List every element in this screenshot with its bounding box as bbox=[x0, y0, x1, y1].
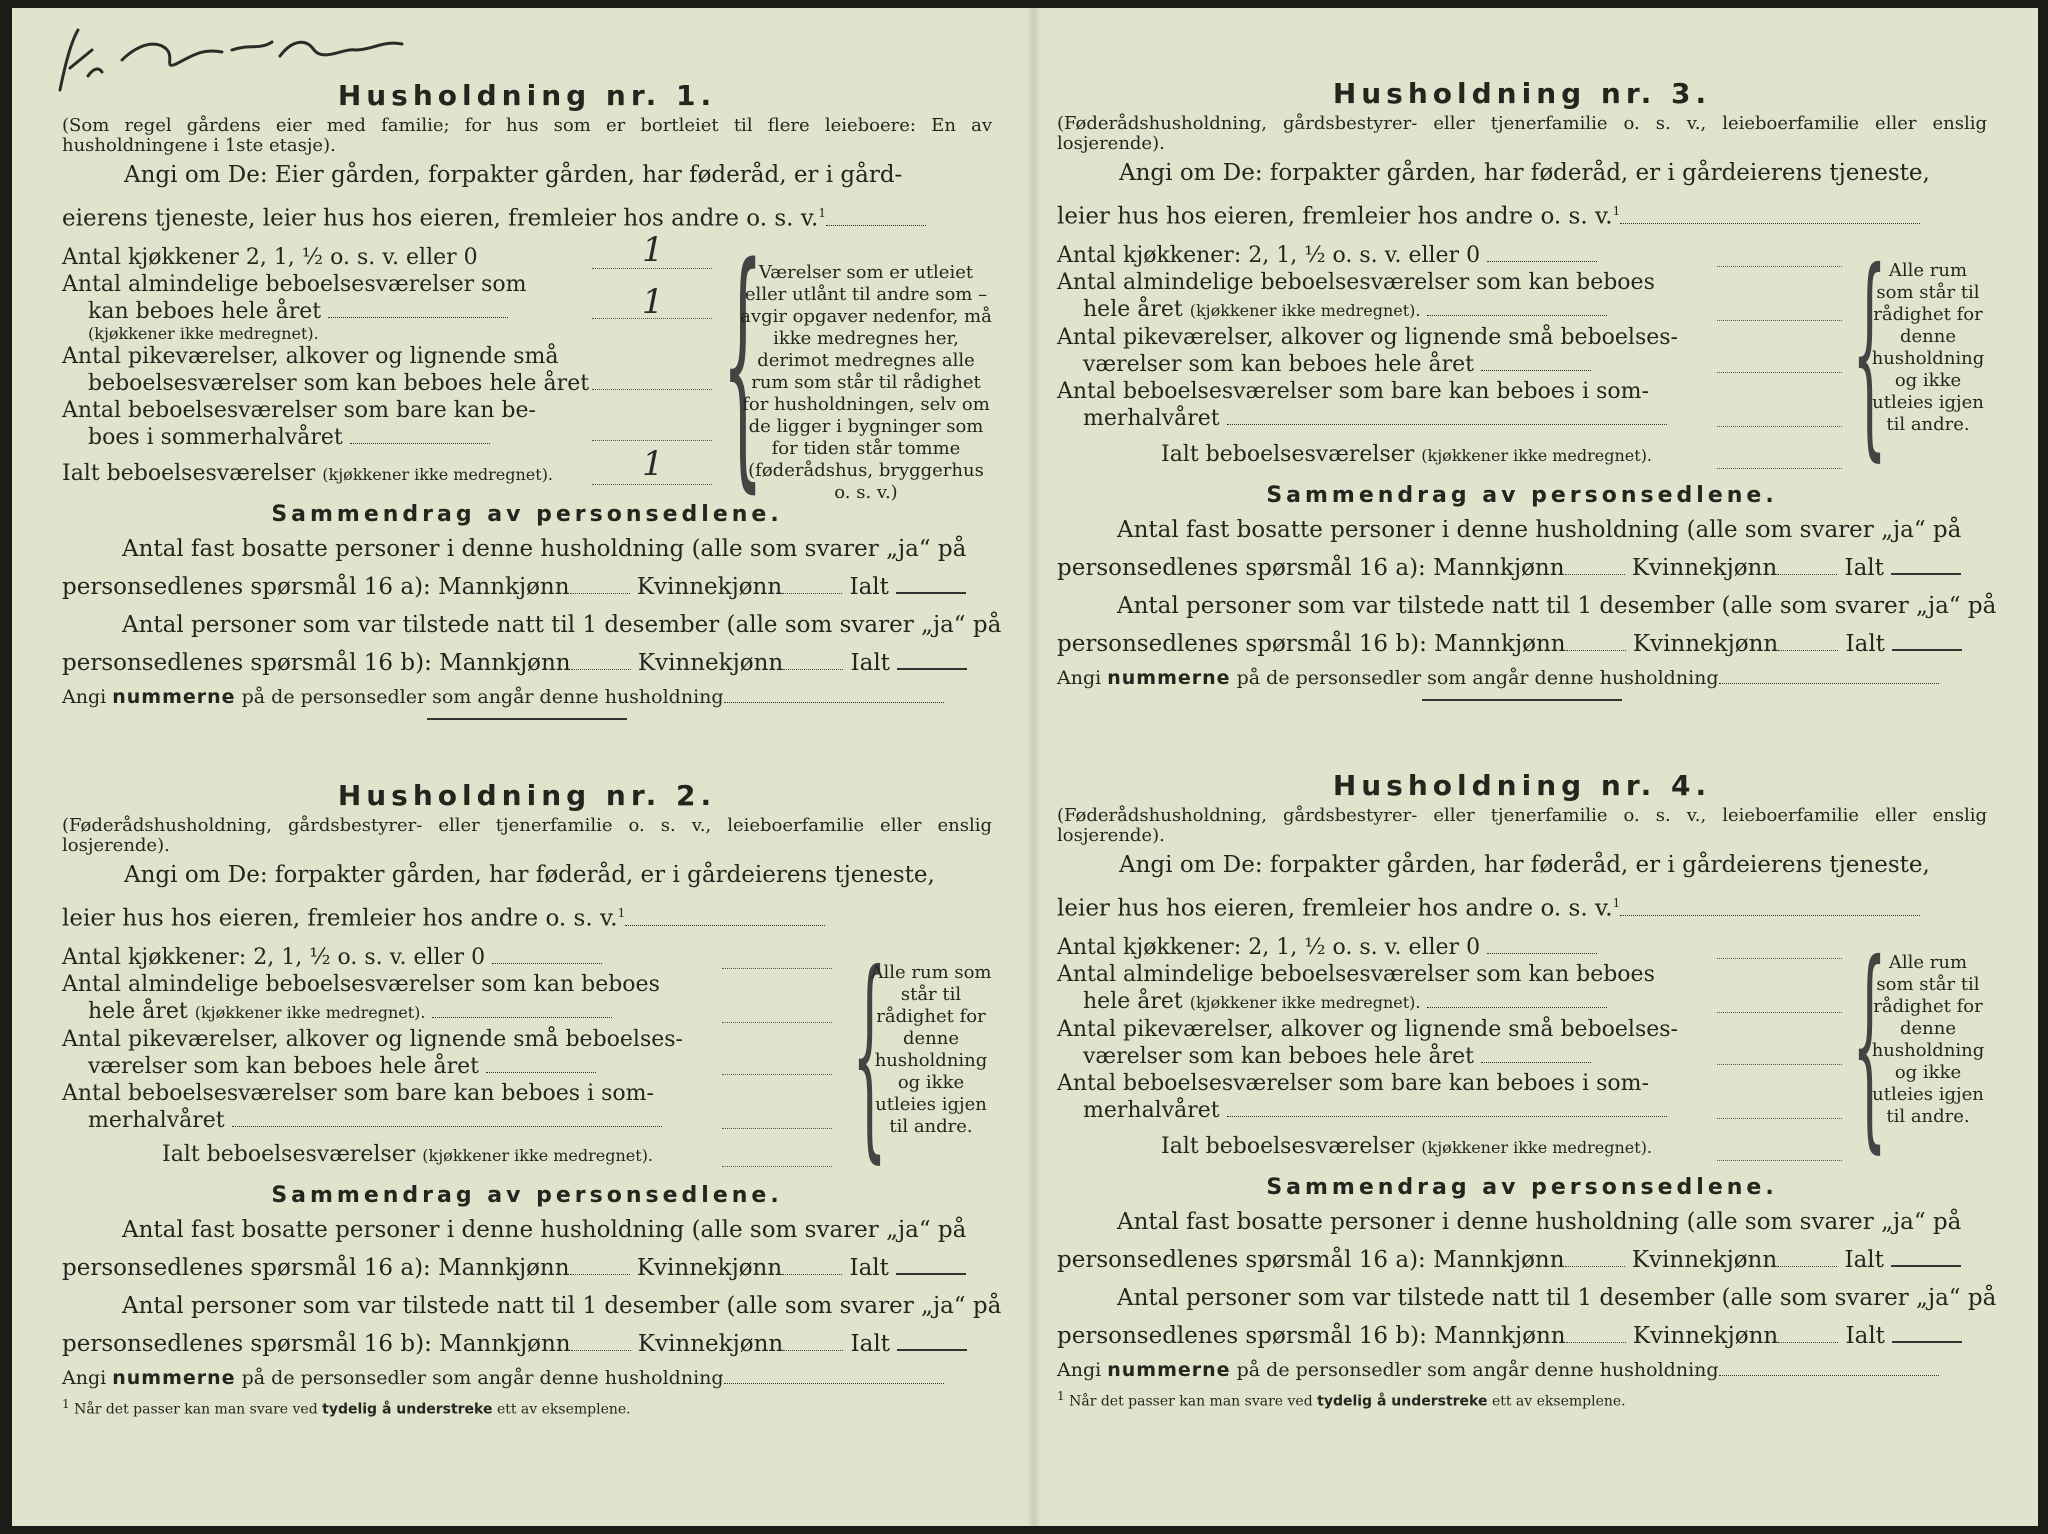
answer-line bbox=[592, 440, 712, 441]
angi-numbers-line: Angi nummerne på de personsedler som angår denne husholdning bbox=[1057, 663, 1987, 693]
sidebar-note: Alle rum som står til rådighet for denne husholdning og ikke utleies igjen til andre. bbox=[1871, 259, 1985, 435]
angi-line-2: leier hus hos eieren, fremleier hos andre o. s. v.$^1$ bbox=[1057, 192, 1987, 236]
room-line: kan beboes hele året bbox=[62, 298, 992, 325]
answer-line bbox=[722, 968, 832, 969]
room-line: hele året (kjøkkener ikke medregnet). bbox=[62, 998, 992, 1026]
room-line: Antal kjøkkener 2, 1, ½ o. s. v. eller 0 bbox=[62, 244, 478, 270]
answer-line bbox=[722, 1022, 832, 1023]
angi-line-2: leier hus hos eieren, fremleier hos andre o. s. v.$^1$ bbox=[1057, 884, 1987, 928]
summary-title: Sammendrag av personsedlene. bbox=[271, 501, 783, 527]
summary-16a-line: Antal fast bosatte personer i denne husholdning (alle som svarer „ja“ på bbox=[1117, 1208, 1962, 1235]
angi-line-1: Angi om De: forpakter gården, har føderåd, er i gårdeierens tjeneste, bbox=[1119, 852, 1930, 878]
total-rooms-line: Ialt beboelsesværelser (kjøkkener ikke medregnet). bbox=[62, 460, 554, 486]
footnote: $^1$ Når det passer kan man svare ved tydelig å understreke ett av eksemplene. bbox=[62, 1396, 631, 1418]
room-line: Antal almindelige beboelsesværelser som bbox=[62, 271, 527, 297]
household-note: (Føderådshusholdning, gårdsbestyrer- eller tjenerfamilie o. s. v., leieboerfamilie eller enslig losjerende). bbox=[1057, 113, 1987, 154]
household-note: (Som regel gårdens eier med familie; for hus som er bortleiet til flere leieboere: En av husholdningene i 1ste etasje). bbox=[62, 115, 992, 156]
angi-numbers-line: Angi nummerne på de personsedler som angår denne husholdning bbox=[1057, 1355, 1987, 1385]
summary-16a-line: Antal fast bosatte personer i denne husholdning (alle som svarer „ja“ på bbox=[122, 535, 967, 562]
household-4 bbox=[1057, 768, 1997, 1410]
handwritten-answer: 1 bbox=[642, 443, 664, 484]
room-line: Antal kjøkkener: 2, 1, ½ o. s. v. eller 0 bbox=[1057, 934, 1987, 961]
answer-line bbox=[1717, 266, 1842, 267]
room-line: merhalvåret bbox=[62, 1107, 992, 1134]
brace: { bbox=[1852, 915, 1887, 1172]
answer-line bbox=[592, 484, 712, 485]
household-title: Husholdning nr. 2. bbox=[337, 779, 717, 812]
handwritten-answer: 1 bbox=[642, 229, 664, 270]
room-line: Antal pikeværelser, alkover og lignende små beboelses- bbox=[62, 1026, 683, 1052]
room-line: værelser som kan beboes hele året bbox=[62, 1053, 992, 1080]
summary-title: Sammendrag av personsedlene. bbox=[1266, 482, 1778, 508]
answer-line bbox=[1717, 372, 1842, 373]
summary-16b-line: Antal personer som var tilstede natt til 1 desember (alle som svarer „ja“ på bbox=[1117, 1284, 1997, 1311]
divider bbox=[427, 718, 627, 720]
answer-line bbox=[1717, 320, 1842, 321]
room-line: Antal pikeværelser, alkover og lignende små beboelses- bbox=[1057, 324, 1678, 350]
household-1 bbox=[62, 78, 1002, 720]
room-counts bbox=[62, 925, 992, 1182]
handwritten-answer: 1 bbox=[642, 281, 664, 322]
room-line: Antal pikeværelser, alkover og lignende små bbox=[62, 343, 559, 369]
angi-line-2: eierens tjeneste, leier hus hos eieren, fremleier hos andre o. s. v.$^1$ bbox=[62, 194, 992, 238]
summary-16b-fields: personsedlenes spørsmål 16 b): Mannkjønn Kvinnekjønn Ialt bbox=[1057, 1317, 1987, 1355]
household-title: Husholdning nr. 3. bbox=[1332, 77, 1712, 110]
total-rooms-line: Ialt beboelsesværelser (kjøkkener ikke medregnet). bbox=[1161, 1133, 1653, 1159]
household-title: Husholdning nr. 4. bbox=[1332, 769, 1712, 802]
summary-16b-fields: personsedlenes spørsmål 16 b): Mannkjønn Kvinnekjønn Ialt bbox=[62, 644, 992, 682]
angi-line-2: leier hus hos eieren, fremleier hos andre o. s. v.$^1$ bbox=[62, 894, 992, 938]
room-counts bbox=[1057, 223, 1987, 480]
brace: { bbox=[852, 925, 887, 1182]
summary-16a-fields: personsedlenes spørsmål 16 a): Mannkjønn Kvinnekjønn Ialt bbox=[62, 568, 992, 606]
room-line: Antal kjøkkener: 2, 1, ½ o. s. v. eller 0 bbox=[1057, 242, 1987, 269]
room-line: værelser som kan beboes hele året bbox=[1057, 351, 1987, 378]
sidebar-note: Alle rum som står til rådighet for denne husholdning og ikke utleies igjen til andre. bbox=[1871, 951, 1985, 1127]
room-counts bbox=[1057, 915, 1987, 1172]
room-line: værelser som kan beboes hele året bbox=[1057, 1043, 1987, 1070]
angi-line-1: Angi om De: forpakter gården, har føderåd, er i gårdeierens tjeneste, bbox=[1119, 160, 1930, 186]
page-fold bbox=[1027, 8, 1041, 1526]
answer-line bbox=[1717, 1064, 1842, 1065]
room-line: hele året (kjøkkener ikke medregnet). bbox=[1057, 988, 1987, 1016]
total-rooms-line: Ialt beboelsesværelser (kjøkkener ikke medregnet). bbox=[1161, 441, 1653, 467]
room-line: Antal almindelige beboelsesværelser som kan beboes bbox=[1057, 269, 1655, 295]
household-note: (Føderådshusholdning, gårdsbestyrer- eller tjenerfamilie o. s. v., leieboerfamilie eller enslig losjerende). bbox=[62, 815, 992, 856]
sidebar-note: Værelser som er utleiet eller utlånt til andre som – avgir opgaver nedenfor, må ikke medregnes her, derimot medregnes alle rum som står til rådighet for husholdningen, selv om de ligger i bygninger som for tiden står tomme (føderådshus, bryggerhus o. s. v.) bbox=[740, 261, 992, 503]
answer-line bbox=[1717, 1160, 1842, 1161]
answer-line bbox=[1717, 468, 1842, 469]
sidebar-note: Alle rum som står til rådighet for denne husholdning og ikke utleies igjen til andre. bbox=[870, 961, 992, 1137]
room-line: boes i sommerhalvåret bbox=[62, 424, 992, 451]
household-note: (Føderådshusholdning, gårdsbestyrer- eller tjenerfamilie o. s. v., leieboerfamilie eller enslig losjerende). bbox=[1057, 805, 1987, 846]
brace: { bbox=[1852, 223, 1887, 480]
census-form-sheet bbox=[12, 8, 2038, 1526]
summary-16a-line: Antal fast bosatte personer i denne husholdning (alle som svarer „ja“ på bbox=[1117, 516, 1962, 543]
summary-title: Sammendrag av personsedlene. bbox=[271, 1182, 783, 1208]
summary-16b-fields: personsedlenes spørsmål 16 b): Mannkjønn Kvinnekjønn Ialt bbox=[62, 1325, 992, 1363]
room-line: Antal beboelsesværelser som bare kan be- bbox=[62, 397, 536, 423]
summary-16b-line: Antal personer som var tilstede natt til 1 desember (alle som svarer „ja“ på bbox=[122, 1292, 1002, 1319]
answer-line bbox=[722, 1166, 832, 1167]
answer-line bbox=[1717, 958, 1842, 959]
divider bbox=[1422, 699, 1622, 701]
angi-numbers-line: Angi nummerne på de personsedler som angår denne husholdning bbox=[62, 682, 992, 712]
summary-16b-line: Antal personer som var tilstede natt til 1 desember (alle som svarer „ja“ på bbox=[1117, 592, 1997, 619]
summary-16a-fields: personsedlenes spørsmål 16 a): Mannkjønn Kvinnekjønn Ialt bbox=[1057, 549, 1987, 587]
angi-numbers-line: Angi nummerne på de personsedler som angår denne husholdning bbox=[62, 1363, 992, 1393]
summary-16b-line: Antal personer som var tilstede natt til 1 desember (alle som svarer „ja“ på bbox=[122, 611, 1002, 638]
angi-line-1: Angi om De: Eier gården, forpakter gården, har føderåd, er i gård- bbox=[124, 162, 903, 188]
answer-line bbox=[1717, 1012, 1842, 1013]
household-3 bbox=[1057, 76, 1997, 701]
brace: { bbox=[722, 212, 764, 515]
room-line-note: (kjøkkener ikke medregnet). bbox=[88, 323, 319, 343]
summary-16a-line: Antal fast bosatte personer i denne husholdning (alle som svarer „ja“ på bbox=[122, 1216, 967, 1243]
room-line: Antal beboelsesværelser som bare kan beboes i som- bbox=[1057, 1070, 1649, 1096]
room-line: Antal beboelsesværelser som bare kan beboes i som- bbox=[1057, 378, 1649, 404]
room-line: merhalvåret bbox=[1057, 1097, 1987, 1124]
footnote: $^1$ Når det passer kan man svare ved tydelig å understreke ett av eksemplene. bbox=[1057, 1388, 1626, 1410]
summary-16b-fields: personsedlenes spørsmål 16 b): Mannkjønn Kvinnekjønn Ialt bbox=[1057, 625, 1987, 663]
room-line: Antal beboelsesværelser som bare kan beboes i som- bbox=[62, 1080, 654, 1106]
household-2 bbox=[62, 778, 1002, 1418]
answer-line bbox=[722, 1128, 832, 1129]
summary-title: Sammendrag av personsedlene. bbox=[1266, 1174, 1778, 1200]
answer-line bbox=[592, 389, 712, 390]
household-title: Husholdning nr. 1. bbox=[337, 79, 717, 112]
summary-16a-fields: personsedlenes spørsmål 16 a): Mannkjønn Kvinnekjønn Ialt bbox=[62, 1249, 992, 1287]
room-line: hele året (kjøkkener ikke medregnet). bbox=[1057, 296, 1987, 324]
answer-line bbox=[722, 1074, 832, 1075]
total-rooms-line: Ialt beboelsesværelser (kjøkkener ikke medregnet). bbox=[162, 1141, 654, 1167]
answer-line bbox=[1717, 1118, 1842, 1119]
answer-line bbox=[1717, 426, 1842, 427]
angi-line-1: Angi om De: forpakter gården, har føderåd, er i gårdeierens tjeneste, bbox=[124, 862, 935, 888]
room-line: Antal pikeværelser, alkover og lignende små beboelses- bbox=[1057, 1016, 1678, 1042]
room-line: Antal almindelige beboelsesværelser som kan beboes bbox=[1057, 961, 1655, 987]
room-line: merhalvåret bbox=[1057, 405, 1987, 432]
room-line: beboelsesværelser som kan beboes hele året bbox=[88, 370, 590, 396]
summary-16a-fields: personsedlenes spørsmål 16 a): Mannkjønn Kvinnekjønn Ialt bbox=[1057, 1241, 1987, 1279]
room-line: Antal almindelige beboelsesværelser som kan beboes bbox=[62, 971, 660, 997]
room-line: Antal kjøkkener: 2, 1, ½ o. s. v. eller 0 bbox=[62, 944, 992, 971]
